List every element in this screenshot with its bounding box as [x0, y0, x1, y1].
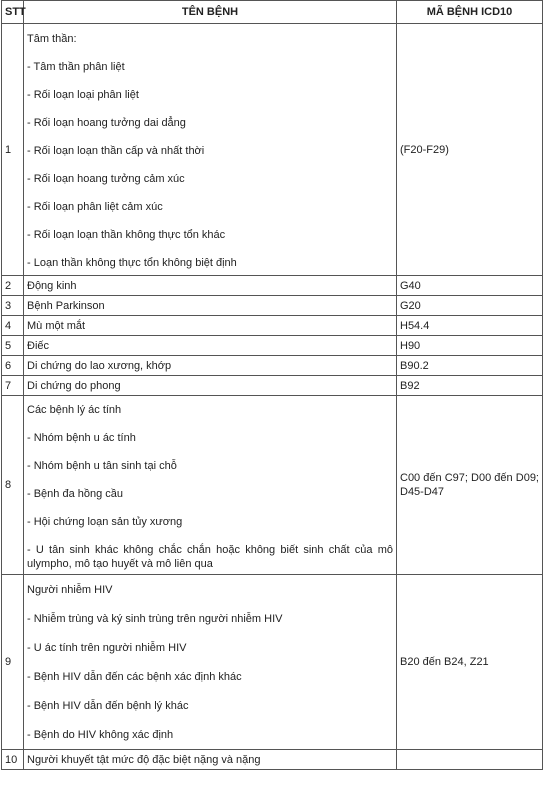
row-number: 1: [2, 24, 24, 276]
table-row: [2, 376, 543, 396]
disease-line: - Bệnh HIV dẫn đến các bệnh xác định khác: [27, 671, 242, 683]
header-stt: STT: [2, 1, 24, 24]
disease-line: - U ác tính trên người nhiễm HIV: [27, 642, 187, 654]
table-row: [2, 24, 543, 276]
row-number: 4: [2, 316, 24, 336]
table-row: [2, 356, 543, 376]
disease-line: - Nhiễm trùng và ký sinh trùng trên người nhiễm HIV: [27, 613, 283, 625]
disease-name-cell: Động kinh: [24, 276, 397, 296]
table-row: [2, 296, 543, 316]
table-row: [2, 750, 543, 770]
header-icd10-code: MÃ BỆNH ICD10: [397, 1, 543, 24]
table-row: [2, 396, 543, 575]
disease-line: - U tân sinh khác không chắc chắn hoặc không biết sinh chất của mô ulympho, mô tạo huyết và mô liên qua: [27, 544, 393, 570]
disease-name-cell: [24, 575, 397, 750]
disease-line: - Rối loạn loạn thần không thực tổn khác: [27, 229, 226, 241]
table-header-row: [2, 1, 543, 24]
disease-line: - Tâm thần phân liệt: [27, 61, 125, 73]
icd10-code-cell: H90: [397, 336, 543, 356]
disease-line: - Loạn thần không thực tổn không biệt định: [27, 257, 237, 269]
disease-line: - Hội chứng loạn sản tủy xương: [27, 516, 183, 528]
row-number: 6: [2, 356, 24, 376]
disease-line: - Nhóm bệnh u ác tính: [27, 432, 136, 444]
row-number: 3: [2, 296, 24, 316]
icd10-code-cell: (F20-F29): [397, 24, 543, 276]
table-row: [2, 276, 543, 296]
icd10-code-cell: [397, 750, 543, 770]
icd10-code-cell: B92: [397, 376, 543, 396]
disease-name-cell: Bệnh Parkinson: [24, 296, 397, 316]
disease-line: - Bệnh do HIV không xác định: [27, 729, 174, 741]
disease-name-cell: Di chứng do phong: [24, 376, 397, 396]
disease-line: - Rối loạn loạn thần cấp và nhất thời: [27, 145, 205, 157]
disease-line: - Bệnh đa hồng cầu: [27, 488, 124, 500]
row-number: 2: [2, 276, 24, 296]
disease-line: - Rối loạn loại phân liệt: [27, 89, 139, 101]
row-number: 5: [2, 336, 24, 356]
disease-line: - Rối loạn phân liệt cảm xúc: [27, 201, 163, 213]
table-row: [2, 336, 543, 356]
row-number: 9: [2, 575, 24, 750]
disease-name-cell: Điếc: [24, 336, 397, 356]
disease-line: Người nhiễm HIV: [27, 584, 113, 596]
disease-line: - Rối loạn hoang tưởng cảm xúc: [27, 173, 185, 185]
row-number: 7: [2, 376, 24, 396]
icd10-code-cell: G20: [397, 296, 543, 316]
icd-disease-table: [1, 0, 543, 770]
row-number: 8: [2, 396, 24, 575]
disease-name-cell: Mù một mắt: [24, 316, 397, 336]
disease-name-cell: [24, 24, 397, 276]
disease-name-cell: Người khuyết tật mức độ đặc biệt nặng và nặng: [24, 750, 397, 770]
icd10-code-cell: C00 đến C97; D00 đến D09; D45-D47: [397, 396, 543, 575]
icd10-code-cell: B90.2: [397, 356, 543, 376]
disease-line: - Bệnh HIV dẫn đến bệnh lý khác: [27, 700, 189, 712]
row-number: 10: [2, 750, 24, 770]
disease-line: - Nhóm bệnh u tân sinh tại chỗ: [27, 460, 177, 472]
disease-line: Các bệnh lý ác tính: [27, 404, 122, 416]
disease-line: Tâm thần:: [27, 33, 77, 45]
header-disease-name: TÊN BỆNH: [24, 1, 397, 24]
icd10-code-cell: B20 đến B24, Z21: [397, 575, 543, 750]
disease-name-cell: [24, 396, 397, 575]
disease-name-cell: Di chứng do lao xương, khớp: [24, 356, 397, 376]
icd10-code-cell: G40: [397, 276, 543, 296]
table-row: [2, 316, 543, 336]
disease-line: - Rối loạn hoang tưởng dai dẳng: [27, 117, 186, 129]
icd10-code-cell: H54.4: [397, 316, 543, 336]
table-row: [2, 575, 543, 750]
